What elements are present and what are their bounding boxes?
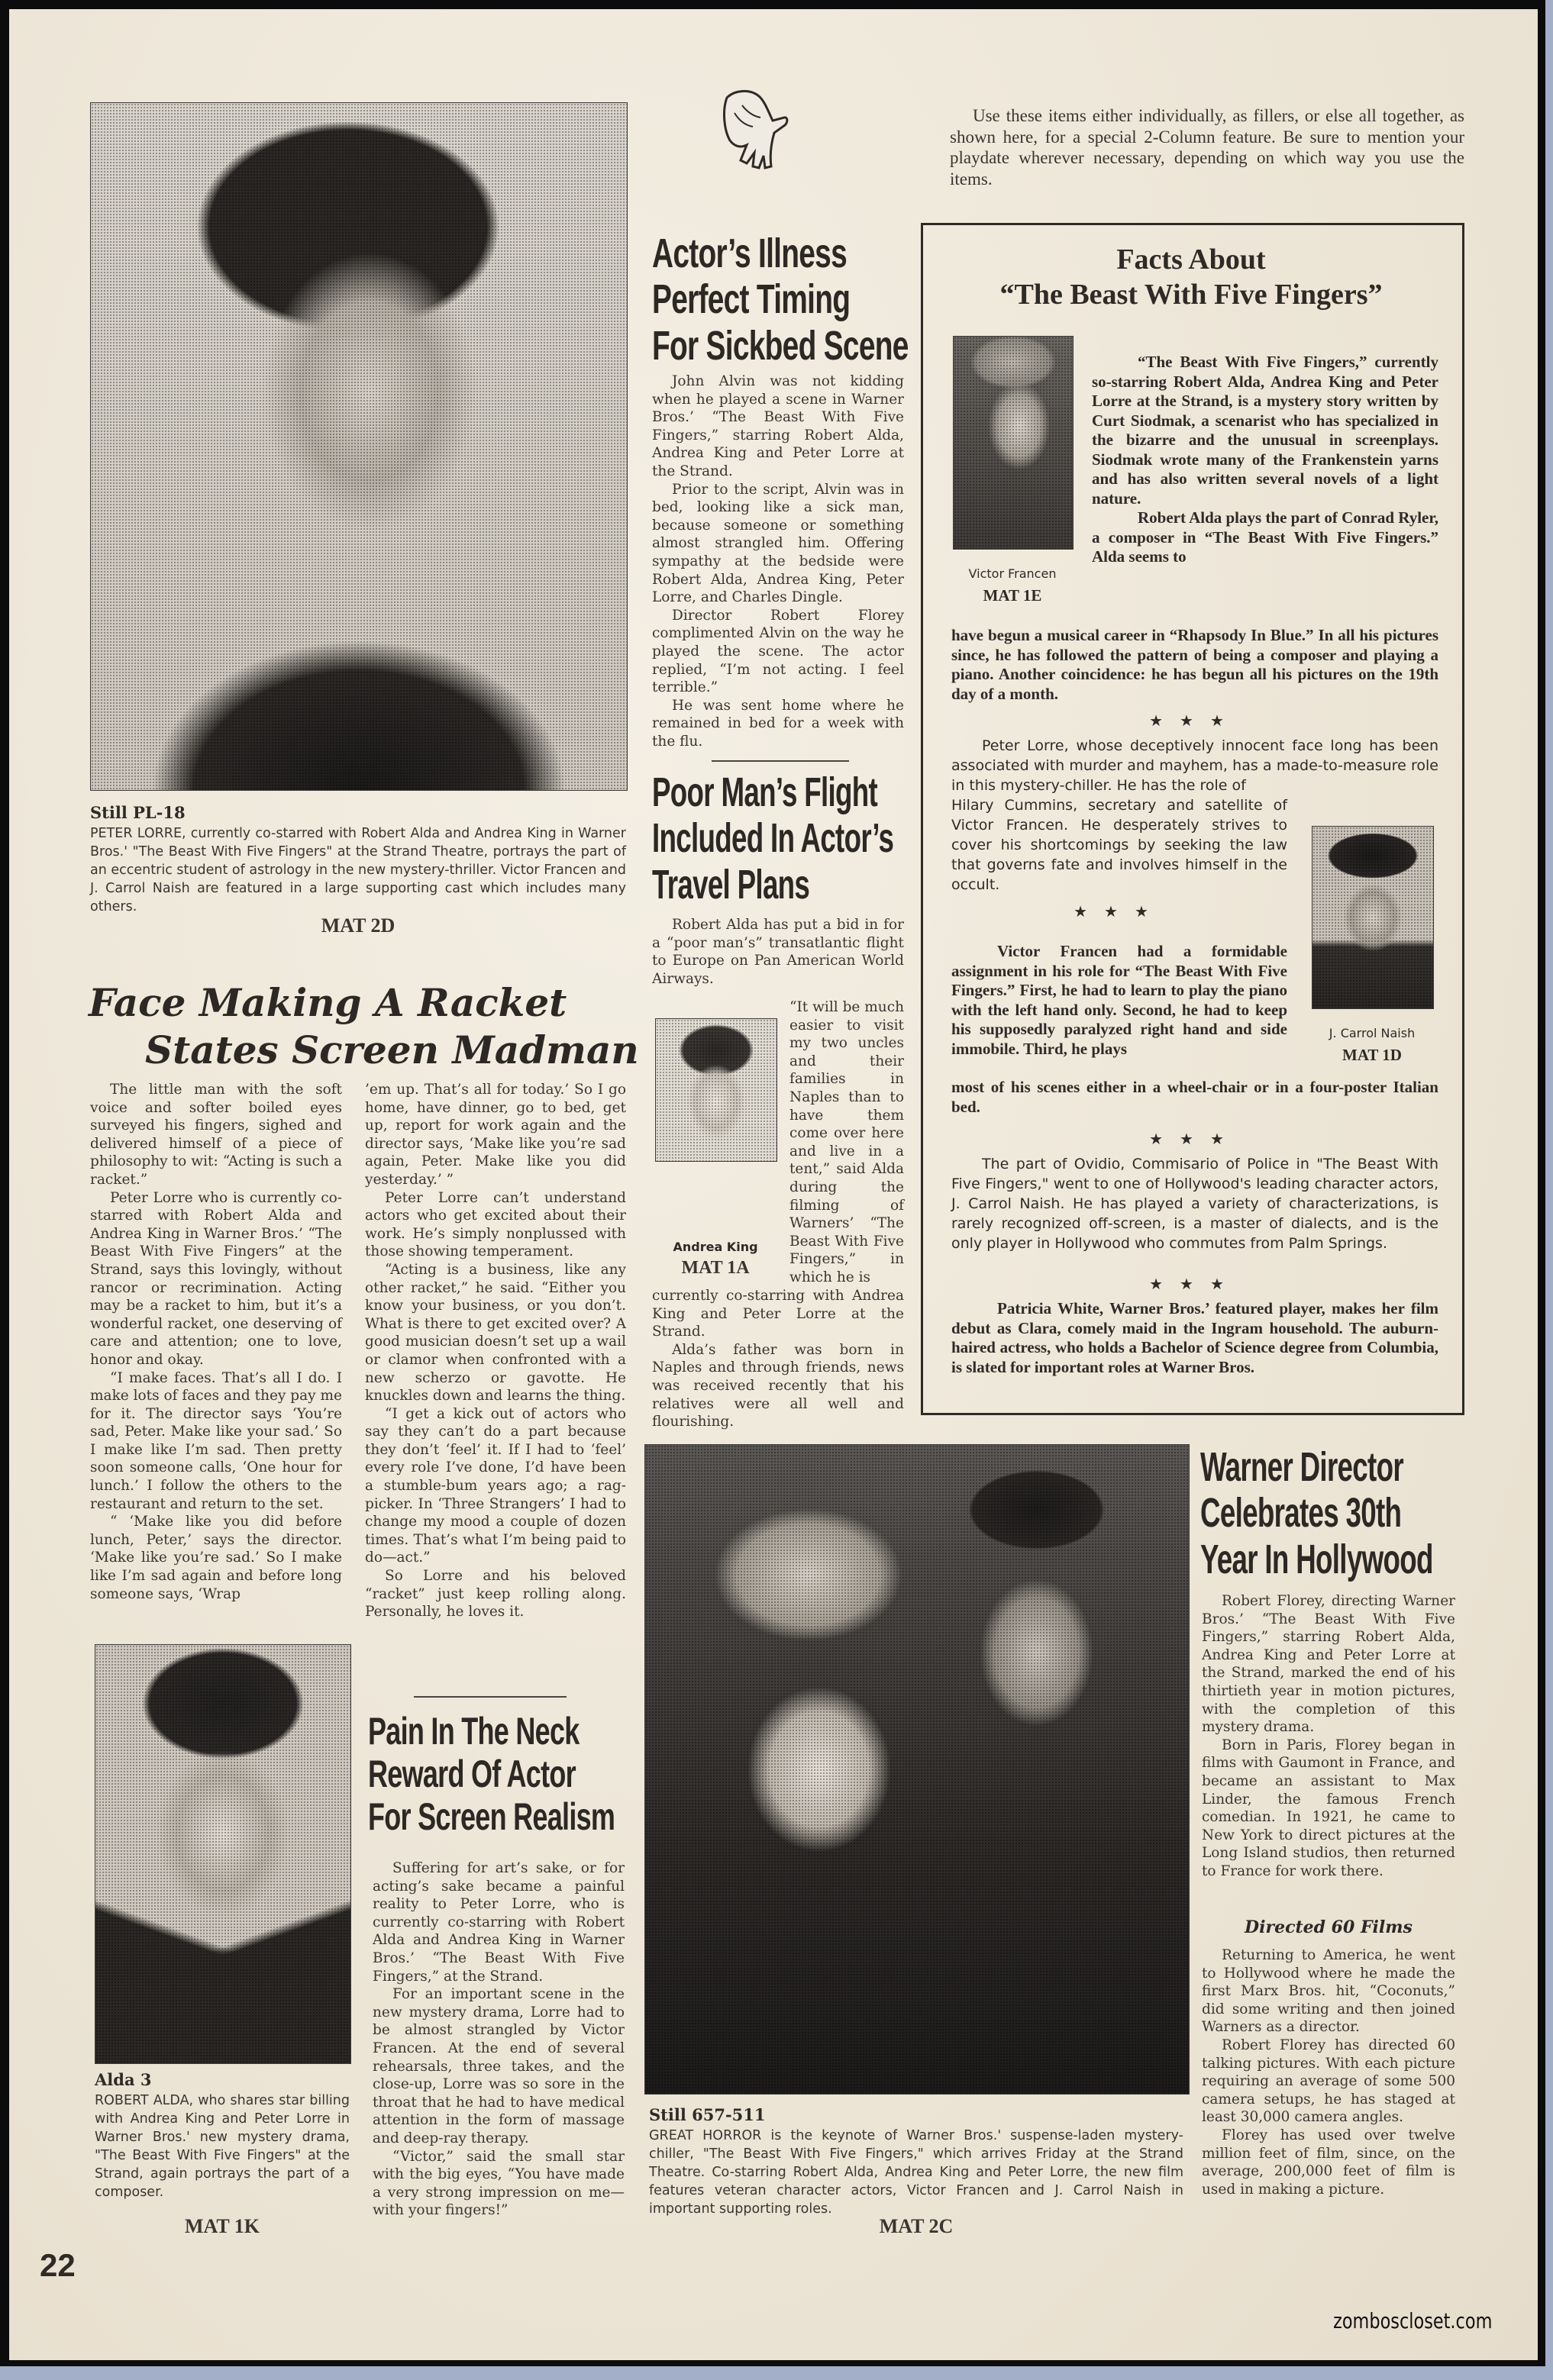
facts-paragraph-4b: [951, 1078, 1438, 1117]
headline-line: For Sickbed Scene: [652, 322, 909, 369]
horror-mat-label: MAT 2C: [879, 2215, 954, 2237]
face-making-headline-line1: Face Making A Racket: [89, 980, 567, 1025]
divider-rule: [712, 760, 849, 762]
paragraph: “I make faces. That’s all I do. I make lots of faces and they pay me for it. The director says ‘You’re sad, Peter. Make like your sad.’ So I make like I’m sad. Then pretty soon someone calls, ‘One hour for lunch.’ I follow the others to the restaurant and return to the set.: [90, 1369, 342, 1512]
beast-hand-icon: [712, 82, 796, 182]
facts-paragraph-3b: [951, 795, 1287, 895]
alda-still-id: Alda 3: [95, 2070, 152, 2089]
headline-line: Celebrates 30th: [1200, 1490, 1402, 1537]
face-making-column-1: [90, 1081, 342, 1603]
face-making-column-2: [365, 1081, 626, 1621]
facts-paragraph-1: [1092, 353, 1438, 567]
horror-still-id: Still 657-511: [649, 2105, 766, 2124]
newspaper-page: [9, 9, 1538, 2360]
paragraph: Robert Florey has directed 60 talking pictures. With each picture requiring an average of some 500 camera setups, he has staged at least 30,000 camera angles.: [1202, 2037, 1455, 2126]
j-carrol-naish-photo-name: J. Carrol Naish: [1329, 1026, 1416, 1040]
paragraph: Robert Alda plays the part of Conrad Ryler, a composer in “The Beast With Five Fingers.” Alda seems to: [1092, 508, 1438, 566]
paragraph: Victor Francen had a formidable assignment in his role for “The Beast With Five Fingers.” First, he had to learn to play the piano with the left hand only. Second, he had to keep his supposedly paralyzed right hand and side immobile. Third, he plays: [951, 942, 1287, 1058]
j-carrol-naish-photo: [1312, 826, 1434, 1009]
section-divider-stars: ★★★: [1074, 902, 1165, 921]
facts-title-line2: “The Beast With Five Fingers”: [999, 279, 1383, 311]
paragraph: “Acting is a business, like any other racket,” he said. “Either you know your business, or you don’t. What is there to get excited over? A good musician doesn’t set up a wail or clamor when confronted with a new scherzo or gavotte. He knuckles down and learns the thing.: [365, 1261, 626, 1404]
headline-line: Warner Director: [1200, 1444, 1403, 1490]
paragraph: So Lorre and his beloved “racket” just keep rolling along. Personally, he loves it.: [365, 1568, 626, 1621]
section-divider-stars: ★★★: [1149, 711, 1241, 730]
andrea-king-mat-label: MAT 1A: [681, 1258, 750, 1278]
paragraph: Born in Paris, Florey began in films with Gaumont in France, and became an assistant to Max Linder, the famous French comedian. In 1921, he came to New York to direct pictures at the Long Island studios, then returned to France for work there.: [1202, 1737, 1455, 1879]
facts-paragraph-2: [951, 626, 1438, 704]
paragraph: Hilary Cummins, secretary and satellite of Victor Francen. He desperately strives to cover his shortcomings by seeking the law that governs fate and involves himself in the occult.: [951, 797, 1287, 893]
headline-line: Pain In The Neck: [368, 1710, 580, 1753]
horror-still-photo: [644, 1444, 1190, 2095]
paragraph: Prior to the script, Alvin was in bed, looking like a sick man, because someone or something almost strangled him. Offering sympathy at the bedside were Robert Alda, Andrea King, Peter Lorre, and Charles Dingle.: [652, 481, 904, 606]
divider-rule: [414, 1696, 567, 1698]
lorre-still-id: Still PL-18: [90, 803, 186, 822]
headline-line: Actor’s Illness: [652, 231, 847, 276]
victor-francen-photo: [953, 336, 1074, 550]
poor-mans-flight-intro: [652, 916, 904, 988]
paragraph: Robert Alda has put a bid in for a “poor man’s” transatlantic flight to Europe on Pan American World Airways.: [652, 917, 904, 987]
victor-francen-mat-label: MAT 1E: [983, 586, 1042, 605]
andrea-king-photo-name: Andrea King: [673, 1240, 758, 1254]
facts-title-line1: Facts About: [1116, 243, 1266, 276]
peter-lorre-photo: [90, 102, 628, 791]
headline-line: Year In Hollywood: [1200, 1536, 1433, 1582]
victor-francen-photo-name: Victor Francen: [968, 566, 1057, 581]
paragraph: He was sent home where he remained in bed for a week with the flu.: [652, 697, 904, 750]
paragraph: The part of Ovidio, Commisario of Police in "The Beast With Five Fingers," went to one of Hollywood's leading character actors, J. Carrol Naish. He has played a variety of characterizations, is rarely recognized off-screen, is a master of dialects, and is the only player in Hollywood who commutes from Palm Springs.: [951, 1156, 1438, 1252]
section-divider-stars: ★★★: [1149, 1130, 1241, 1148]
paragraph: most of his scenes either in a wheel-chair or in a four-poster Italian bed.: [951, 1078, 1438, 1116]
paragraph: ’em up. That’s all for today.’ So I go home, have dinner, go to bed, get up, report for work again and the director says, ‘Make like you’re sad again, Peter. Make like you did yesterday.’ ”: [365, 1082, 626, 1188]
poor-mans-flight-body: [652, 1287, 904, 1431]
paragraph: Director Robert Florey complimented Alvin on the way he played the scene. The actor replied, “I’m not acting. I feel terrible.”: [652, 607, 904, 696]
face-making-headline-line2: States Screen Madman: [145, 1027, 639, 1072]
headline-line: For Screen Realism: [368, 1795, 615, 1838]
poor-mans-flight-side-text: “It will be much easier to visit my two uncles and their families in Naples than to have them come over here and live in a tent,” said Alda during the filming of Warners’ “The Beast With Five Fingers,” in which he is: [789, 999, 904, 1285]
warner-director-subhead: Directed 60 Films: [1245, 1917, 1413, 1937]
paragraph: Returning to America, he went to Hollywood where he made the first Marx Bros. hit, “Coconuts,” did some writing and then joined Warners as a director.: [1202, 1947, 1455, 2036]
paragraph: Peter Lorre, whose deceptively innocent face long has been associated with murder and mayhem, has a made-to-measure role in this mystery-chiller. He has the role of: [951, 737, 1438, 794]
section-divider-stars: ★★★: [1149, 1275, 1241, 1293]
paragraph: “The Beast With Five Fingers,” currently so-starring Robert Alda, Andrea King and Peter Lorre at the Strand, is a mystery story written by Curt Siodmak, a scenarist who has specialized in the bizarre and the unusual in screenplays. Siodmak wrote many of the Frankenstein yarns and has also written several novels of a light nature.: [1092, 353, 1438, 508]
actors-illness-body: [652, 372, 904, 750]
warner-director-body-a: [1202, 1592, 1455, 1881]
lorre-still-caption: PETER LORRE, currently co-starred with Robert Alda and Andrea King in Warner Bros.' "The Beast With Five Fingers" at the Strand Theatre, portrays the part of an eccentric student of astrology in the new mystery-thriller. Victor Francen and J. Carrol Naish are featured in a large supporting cast which includes many others.: [90, 826, 626, 914]
pain-neck-body: [373, 1859, 625, 2220]
paragraph: currently co-starring with Andrea King and Peter Lorre at the Strand.: [652, 1288, 904, 1340]
page-number: 22: [40, 2247, 76, 2283]
paragraph: Alda’s father was born in Naples and through friends, news was received recently that his relatives were all well and flourishing.: [652, 1341, 904, 1430]
facts-paragraph-6: [951, 1299, 1438, 1377]
paragraph: Peter Lorre can’t understand actors who get excited about their work. He’s simply nonplussed with those showing temperament.: [365, 1189, 626, 1260]
facts-paragraph-5: [951, 1154, 1438, 1253]
paragraph: “Victor,” said the small star with the big eyes, “You have made a very strong impression on me—with your fingers!”: [373, 2148, 625, 2219]
headline-line: Perfect Timing: [652, 276, 851, 323]
paragraph: John Alvin was not kidding when he played a scene in Warner Bros.’ “The Beast With Five Fingers,” starring Robert Alda, Andrea King and Peter Lorre at the Strand.: [652, 373, 904, 479]
facts-paragraph-4: [951, 942, 1287, 1059]
paragraph: Patricia White, Warner Bros.’ featured player, makes her film debut as Clara, comely maid in the Ingram household. The auburn-haired actress, who holds a Bachelor of Science degree from Columbia, is slated for important roles at Warner Bros.: [951, 1299, 1438, 1376]
paragraph: For an important scene in the new mystery drama, Lorre had to be almost strangled by Victor Francen. At the end of several rehearsals, three takes, and the close-up, Lorre was so sore in the throat that he had to have medical attention in the form of massage and deep-ray therapy.: [373, 1986, 625, 2146]
pain-neck-headline: [368, 1710, 628, 1838]
paragraph: “I get a kick out of actors who say they can’t do a part because they don’t ‘feel’ it. If I had to ‘feel’ every role I’ve done, I’d have been a stumble-bum years ago; a rag-picker. In ‘Three Strangers’ I had to change my mood a couple of dozen times. That’s what I’m being paid to do—act.”: [365, 1405, 626, 1566]
headline-line: Poor Man’s Flight: [652, 769, 878, 815]
headline-line: Reward Of Actor: [368, 1753, 576, 1795]
andrea-king-photo: [655, 1018, 777, 1162]
poor-mans-flight-headline: [652, 769, 904, 908]
facts-paragraph-3: [951, 736, 1438, 795]
site-watermark: zomboscloset.com: [1332, 2308, 1492, 2333]
paragraph: have begun a musical career in “Rhapsody In Blue.” In all his pictures since, he has followed the pattern of being a composer and playing a piano. Another coincidence: he has begun all his pictures on the 19th day of a month.: [951, 626, 1438, 703]
paragraph: Peter Lorre who is currently co-starred with Robert Alda and Andrea King in Warner Bros.’ “The Beast With Five Fingers” at the Strand, says this lovingly, without rancor or recrimination. Acting may be a racket to him, but it’s a wonderful racket, one deserving of care and attention; one to love, honor and okay.: [90, 1189, 342, 1368]
alda-mat-label: MAT 1K: [185, 2215, 260, 2237]
warner-director-body-b: [1202, 1946, 1455, 2198]
paragraph: The little man with the soft voice and softer boiled eyes surveyed his fingers, sighed and delivered himself of a piece of philosophy to wit: “Acting is such a racket.”: [90, 1082, 342, 1188]
paragraph: Robert Florey, directing Warner Bros.’ “The Beast With Five Fingers,” starring Robert Alda, Andrea King and Peter Lorre at the Strand, marked the end of his thirtieth year in motion pictures, with the completion of this mystery drama.: [1202, 1593, 1455, 1736]
warner-director-headline: [1200, 1444, 1460, 1582]
headline-line: Travel Plans: [652, 861, 810, 908]
robert-alda-photo: [95, 1644, 351, 2064]
usage-instructions: Use these items either individually, as fillers, or else all together, as shown here, for a special 2-Column feature. Be sure to mention your playdate wherever necessary, depending on which way you use the items.: [950, 106, 1464, 189]
paragraph: Suffering for art’s sake, or for acting’s sake became a painful reality to Peter Lorre, who is currently co-starring with Robert Alda and Andrea King in Warner Bros.’ “The Beast With Five Fingers,” at the Strand.: [373, 1860, 625, 1985]
lorre-mat-label: MAT 2D: [321, 914, 396, 937]
alda-still-caption: ROBERT ALDA, who shares star billing with Andrea King and Peter Lorre in Warner Bros.' new mystery drama, "The Beast With Five Fingers" at the Strand, again portrays the part of a composer.: [95, 2093, 350, 2200]
actors-illness-headline: [652, 231, 909, 369]
headline-line: Included In Actor’s: [652, 815, 894, 862]
j-carrol-naish-mat-label: MAT 1D: [1342, 1046, 1402, 1064]
paragraph: “ ‘Make like you did before lunch, Peter,’ says the director. ‘Make like you’re sad.’ So I make like I’m sad again and before long someone says, ‘Wrap: [90, 1514, 342, 1602]
paragraph: Florey has used over twelve million feet of film, since, on the average, 200,000 feet of film is used in making a picture.: [1202, 2127, 1455, 2198]
horror-still-caption: GREAT HORROR is the keynote of Warner Bros.' suspense-laden mystery-chiller, "The Beast With Five Fingers," which arrives Friday at the Strand Theatre. Co-starring Robert Alda, Andrea King and Peter Lorre, the new film features veteran character actors, Victor Francen and J. Carrol Naish in important supporting roles.: [649, 2128, 1183, 2217]
